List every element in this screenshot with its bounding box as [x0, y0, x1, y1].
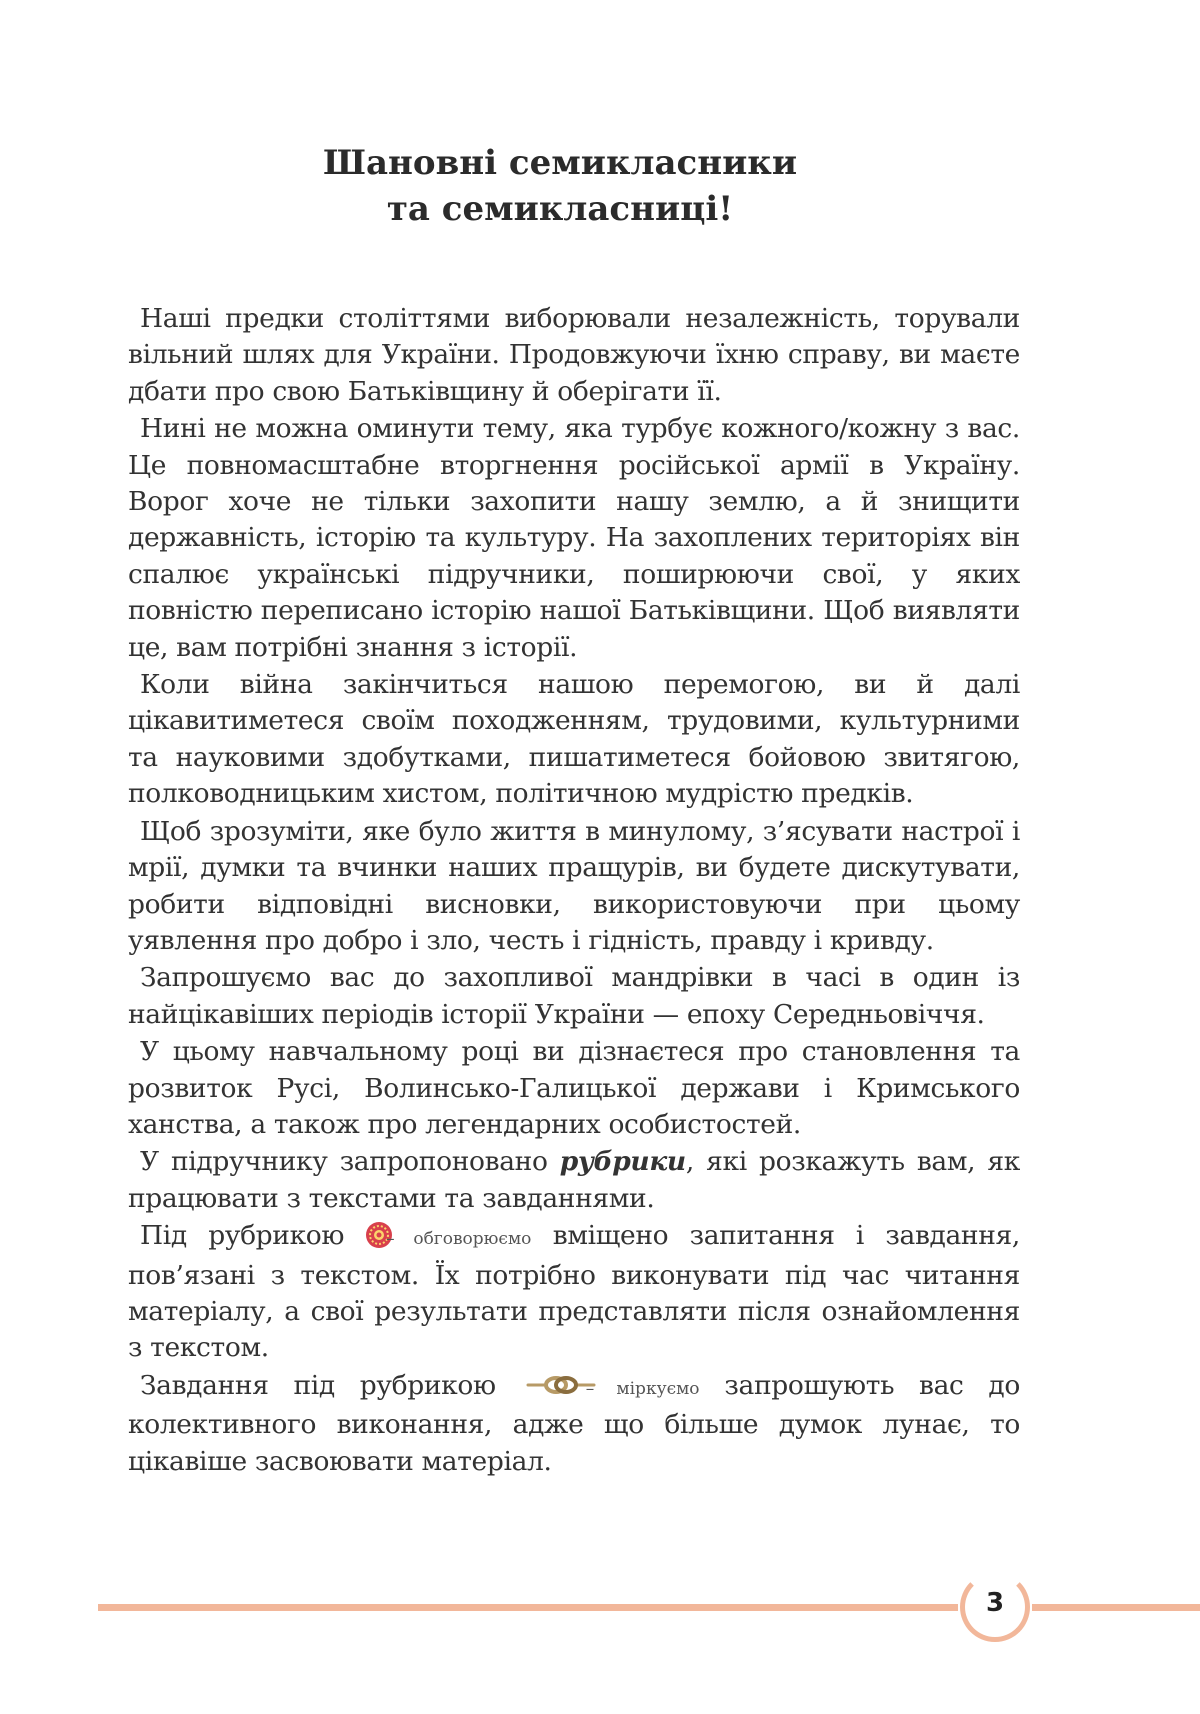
page-number: 3 — [985, 1588, 1005, 1618]
footer-rule-right — [1032, 1604, 1200, 1611]
paragraph-9-end: запрошують вас до колективного виконання, адже що більше думок лунає, то цікавіше засвоювати матеріал. — [128, 1369, 1020, 1477]
think-label: – міркуємо — [585, 1378, 700, 1399]
title-line-2: та семикласниці! — [386, 189, 734, 229]
discuss-sun-icon — [352, 1220, 382, 1250]
paragraph-7-start: У підручнику запропоновано — [140, 1146, 560, 1178]
think-knot-icon — [514, 1370, 584, 1400]
paragraph-5: Запрошуємо вас до захопливої мандрівки в часі в один із найцікавіших періодів історії України — епоху Середньовіччя. — [128, 962, 1020, 1030]
title-line-1: Шановні семикласники — [322, 143, 798, 183]
rubrics-emphasis: рубрики — [559, 1146, 686, 1178]
paragraph-9 — [128, 1368, 1020, 1480]
page-title — [0, 140, 1120, 232]
paragraph-2: Нині не можна оминути тему, яка турбує кожного/кожну з вас. Це повномасштабне вторгнення російської армії в Україну. Ворог хоче не тільки захопити нашу землю, а й знищити державність, історію та культуру. На захоплених територіях він спалює українські підручники, поширюючи свої, у яких повністю переписано історію нашої Батьківщини. Щоб виявляти це, вам потрібні знання з історії. — [128, 413, 1020, 663]
paragraph-7-end: , які розкажуть вам, як працювати з текстами та завданнями. — [128, 1146, 1020, 1214]
body-text — [128, 301, 1020, 1480]
paragraph-8-end: вміщено запитання і завдання, пов’язані з текстом. Їх потрібно виконувати під час читання матеріалу, а свої результати представляти після ознайомлення з текстом. — [128, 1220, 1021, 1364]
paragraph-6: У цьому навчальному році ви дізнаєтеся про становлення та розвиток Русі, Волинсько-Галицької держави і Кримського ханства, а також про легендарних особистостей. — [128, 1036, 1020, 1140]
paragraph-8-start: Під рубрикою — [140, 1220, 345, 1252]
paragraph-7 — [128, 1144, 1020, 1217]
discuss-label: – обговорюємо — [386, 1229, 532, 1250]
paragraph-9-start: Завдання під рубрикою — [140, 1369, 496, 1401]
paragraph-8 — [128, 1218, 1020, 1367]
paragraph-4: Щоб зрозуміти, яке було життя в минулому, з’ясувати настрої і мрії, думки та вчинки наших пращурів, ви будете дискутувати, робити відповідні висновки, використовуючи при цьому уявлення про добро і зло, честь і гідність, правду і кривду. — [128, 815, 1020, 956]
footer-rule-left — [98, 1604, 958, 1611]
paragraph-3: Коли війна закінчиться нашою перемогою, ви й далі цікавитиметеся своїм походженням, трудовими, культурними та науковими здобутками, пишатиметеся бойовою звитягою, полководницьким хистом, політичною мудрістю предків. — [128, 669, 1020, 810]
paragraph-1: Наші предки століттями виборювали незалежність, торували вільний шлях для України. Продовжуючи їхню справу, ви маєте дбати про свою Батьківщину й оберігати її. — [128, 303, 1020, 407]
